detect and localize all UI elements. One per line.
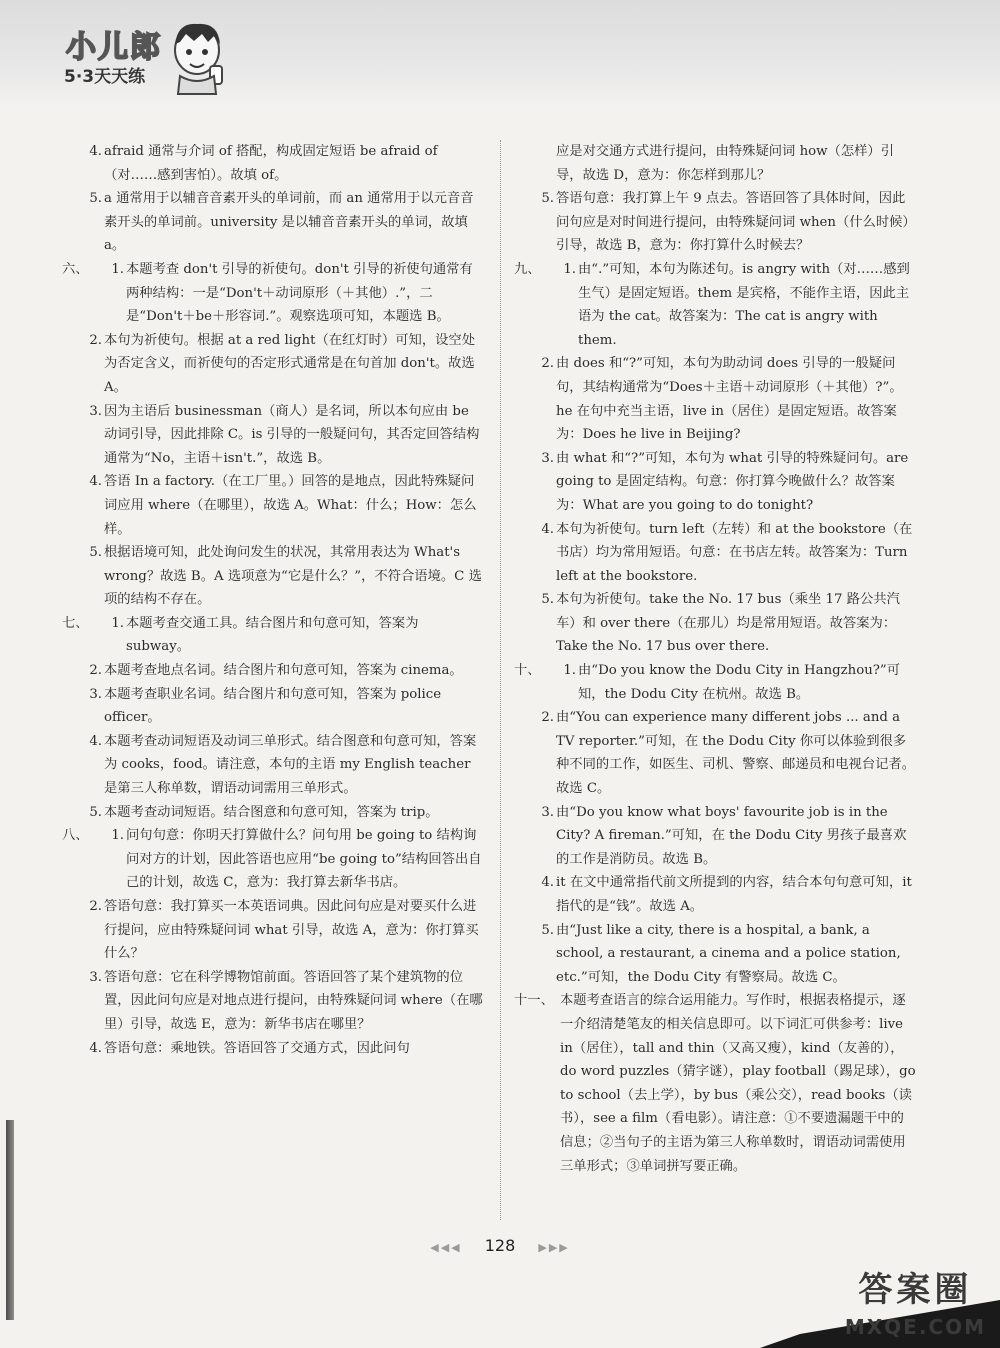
scan-edge-shadow [6, 1120, 14, 1320]
answer-item [64, 730, 484, 801]
left-column [64, 140, 484, 1060]
item-text: 本题考查 don't 引导的祈使句。don't 引导的祈使句通常有两种结构：一是“Don't＋动词原形（＋其他）.”，二是“Don't＋be＋形容词.”。观察选项可知，本题选 B。 [126, 261, 473, 325]
item-text: 由 does 和“?”可知，本句为助动词 does 引导的一般疑问句，其结构通常为“Does＋主语＋动词原形（＋其他）?”。he 在句中充当主语，live in（居住）是固定短语。故答案为：Does he live in Beijing? [556, 356, 903, 443]
item-number: 1. [563, 663, 576, 679]
item-number: 3. [89, 969, 102, 985]
item-number: 4. [541, 521, 554, 537]
answer-item [516, 588, 916, 659]
answer-item [516, 518, 916, 589]
item-text: 由“Do you know what boys' favourite job is in the City? A fireman.”可知，在 the Dodu City 男孩子最喜欢的工作是消防员。故选 B。 [556, 804, 907, 867]
item-text: 本句为祈使句。根据 at a red light（在红灯时）可知，设空处为否定含义，而祈使句的否定形式通常是在句首加 don't。故选 A。 [104, 332, 476, 395]
item-text: 由 what 和“?”可知，本句为 what 引导的特殊疑问句。are going to 是固定结构。句意：你打算今晚做什么？故答案为：What are you going to do tonight? [556, 450, 909, 513]
section-number: 十、 [514, 663, 541, 679]
answer-item [516, 352, 916, 446]
site-watermark [845, 1262, 986, 1339]
answer-item [516, 989, 916, 1178]
answer-item [516, 447, 916, 518]
item-text: 根据语境可知，此处询问发生的状况，其常用表达为 What's wrong？故选 B。A 选项意为“它是什么？”，不符合语境。C 选项的结构不存在。 [104, 545, 482, 608]
answer-item [64, 824, 484, 895]
answer-item [516, 659, 916, 706]
item-text: afraid 通常与介词 of 搭配，构成固定短语 be afraid of（对……感到害怕）。故填 of。 [104, 144, 438, 183]
item-number: 5. [89, 545, 102, 561]
item-number: 1. [563, 261, 576, 277]
item-text: 答语句意：我打算上午 9 点去。答语回答了具体时间，因此问句应是对时间进行提问，由特殊疑问词 when（什么时候）引导，故选 B，意为：你打算什么时候去？ [556, 191, 916, 254]
item-number: 5. [541, 922, 554, 938]
item-text: a 通常用于以辅音音素开头的单词前，而 an 通常用于以元音音素开头的单词前。university 是以辅音音素开头的单词，故填 a。 [104, 191, 474, 254]
logo-title: 小儿郎 [66, 30, 162, 65]
answer-item [64, 1037, 484, 1061]
item-number: 3. [89, 686, 102, 702]
answer-item [516, 187, 916, 258]
item-text: 本题考查交通工具。结合图片和句意可知，答案为 subway。 [126, 615, 419, 655]
item-number: 2. [541, 356, 554, 372]
item-text: 本题考查语言的综合运用能力。写作时，根据表格提示，逐一介绍清楚笔友的相关信息即可。以下词汇可供参考：live in（居住），tall and thin（又高又瘦），kind（友善的），do word puzzles（猜字谜），play football（踢足球），go to school（去上学），by bus（乘公交），read books（读书），see a film（看电影）。请注意：①不要遗漏题干中的信息；②当句子的主语为第三人称单数时，谓语动词需使用三单形式；③单词拼写要正确。 [560, 993, 916, 1174]
answer-item [516, 258, 916, 352]
answer-item [516, 706, 916, 800]
item-number: 4. [89, 144, 102, 159]
watermark-title: 答案圈 [858, 1270, 973, 1310]
item-number: 4. [89, 474, 102, 490]
answer-item [64, 470, 484, 541]
item-number: 4. [89, 1040, 102, 1056]
item-text: 由“Just like a city, there is a hospital, a bank, a school, a restaurant, a cinema and a police station, etc.”可知，the Dodu City 有警察局。故选 C。 [556, 922, 901, 985]
answer-item [64, 895, 484, 966]
section-number: 八、 [62, 828, 89, 844]
logo-subtitle: 5·3天天练 [64, 67, 146, 87]
answer-item [516, 801, 916, 872]
item-text: it 在文中通常指代前文所提到的内容，结合本句句意可知，it 指代的是“钱”。故选 A。 [556, 875, 912, 914]
section-number: 九、 [514, 261, 541, 277]
answer-item [516, 871, 916, 918]
item-number: 1. [111, 828, 124, 844]
answer-item [64, 258, 484, 329]
watermark-url: MXQE.COM [844, 1315, 986, 1339]
right-column [516, 140, 916, 1178]
item-number: 5. [89, 191, 102, 207]
item-text: 问句句意：你明天打算做什么？问句用 be going to 结构询问对方的计划，因此答语也应用“be going to”结构回答出自己的计划，故选 C，意为：我打算去新华书店。 [126, 828, 482, 891]
answer-item [516, 919, 916, 990]
item-text: 答语句意：乘地铁。答语回答了交通方式，因此问句 [104, 1040, 410, 1056]
answer-item [64, 659, 484, 683]
boy-mascot-icon [166, 16, 228, 96]
answer-item [64, 140, 484, 187]
answer-item [64, 541, 484, 612]
item-number: 3. [541, 804, 554, 820]
item-text: 本句为祈使句。take the No. 17 bus（乘坐 17 路公共汽车）和 over there（在那儿）均是常用短语。故答案为：Take the No. 17 bus over there. [556, 592, 900, 655]
answer-item [64, 612, 484, 659]
item-text: 答语 In a factory.（在工厂里。）回答的是地点，因此特殊疑问词应用 where（在哪里），故选 A。What：什么；How：怎么样。 [104, 474, 477, 537]
section-number: 六、 [62, 261, 89, 277]
item-text: 由“Do you know the Dodu City in Hangzhou?”可知，the Dodu City 在杭州。故选 B。 [578, 663, 901, 702]
next-arrows-icon: ▶▶▶ [538, 1241, 570, 1254]
answer-item [64, 683, 484, 730]
item-text: 答语句意：它在科学博物馆前面。答语回答了某个建筑物的位置，因此问句应是对地点进行提问，由特殊疑问词 where（在哪里）引导，故选 E，意为：新华书店在哪里？ [104, 969, 483, 1032]
item-number: 2. [541, 710, 554, 726]
item-number: 4. [541, 875, 554, 891]
item-number: 3. [541, 450, 554, 466]
answer-item [64, 187, 484, 258]
item-number: 1. [111, 261, 124, 277]
brand-logo [62, 14, 232, 96]
item-text: 本题考查动词短语。结合图意和句意可知，答案为 trip。 [104, 804, 439, 820]
item-number: 1. [111, 615, 124, 631]
prev-arrows-icon: ◀◀◀ [430, 1241, 462, 1254]
page-number: 128 [484, 1236, 516, 1255]
section-number: 七、 [62, 615, 89, 631]
answer-item [516, 140, 916, 187]
item-text: 应是对交通方式进行提问，由特殊疑问词 how（怎样）引导，故选 D，意为：你怎样到那儿？ [556, 144, 895, 183]
item-text: 本题考查地点名词。结合图片和句意可知，答案为 cinema。 [104, 663, 463, 679]
item-number: 2. [89, 332, 102, 348]
item-text: 本题考查动词短语及动词三单形式。结合图意和句意可知，答案为 cooks，food。请注意，本句的主语 my English teacher 是第三人称单数，谓语动词需用三单形式。 [104, 733, 477, 797]
item-number: 2. [89, 663, 102, 679]
item-text: 由“You can experience many different jobs ... and a TV reporter.”可知，在 the Dodu City 你可以体验到很多种不同的工作，如医生、司机、警察、邮递员和电视台记者。故选 C。 [556, 710, 916, 797]
item-number: 4. [89, 733, 102, 749]
answer-item [64, 801, 484, 825]
answer-item [64, 329, 484, 400]
item-number: 5. [541, 191, 554, 207]
answer-item [64, 966, 484, 1037]
item-number: 5. [89, 804, 102, 820]
answer-item [64, 400, 484, 471]
item-text: 本句为祈使句。turn left（左转）和 at the bookstore（在书店）均为常用短语。句意：在书店左转。故答案为：Turn left at the bookstore. [556, 521, 913, 584]
column-divider [500, 140, 502, 1220]
item-number: 2. [89, 899, 102, 914]
item-number: 3. [89, 403, 102, 419]
item-text: 答语句意：我打算买一本英语词典。因此问句应是对要买什么进行提问，应由特殊疑问词 what 引导，故选 A，意为：你打算买什么？ [104, 899, 479, 962]
item-number: 5. [541, 592, 554, 608]
item-text: 本题考查职业名词。结合图片和句意可知，答案为 police officer。 [104, 686, 442, 726]
item-text: 因为主语后 businessman（商人）是名词，所以本句应由 be 动词引导，因此排除 C。is 引导的一般疑问句，其否定回答结构通常为“No，主语＋isn't.”，故选 B。 [104, 403, 480, 466]
item-text: 由“.”可知，本句为陈述句。is angry with（对……感到生气）是固定短语。them 是宾格，不能作主语，因此主语为 the cat。故答案为：The cat is angry with them. [578, 261, 910, 348]
section-number: 十一、 [514, 993, 554, 1009]
